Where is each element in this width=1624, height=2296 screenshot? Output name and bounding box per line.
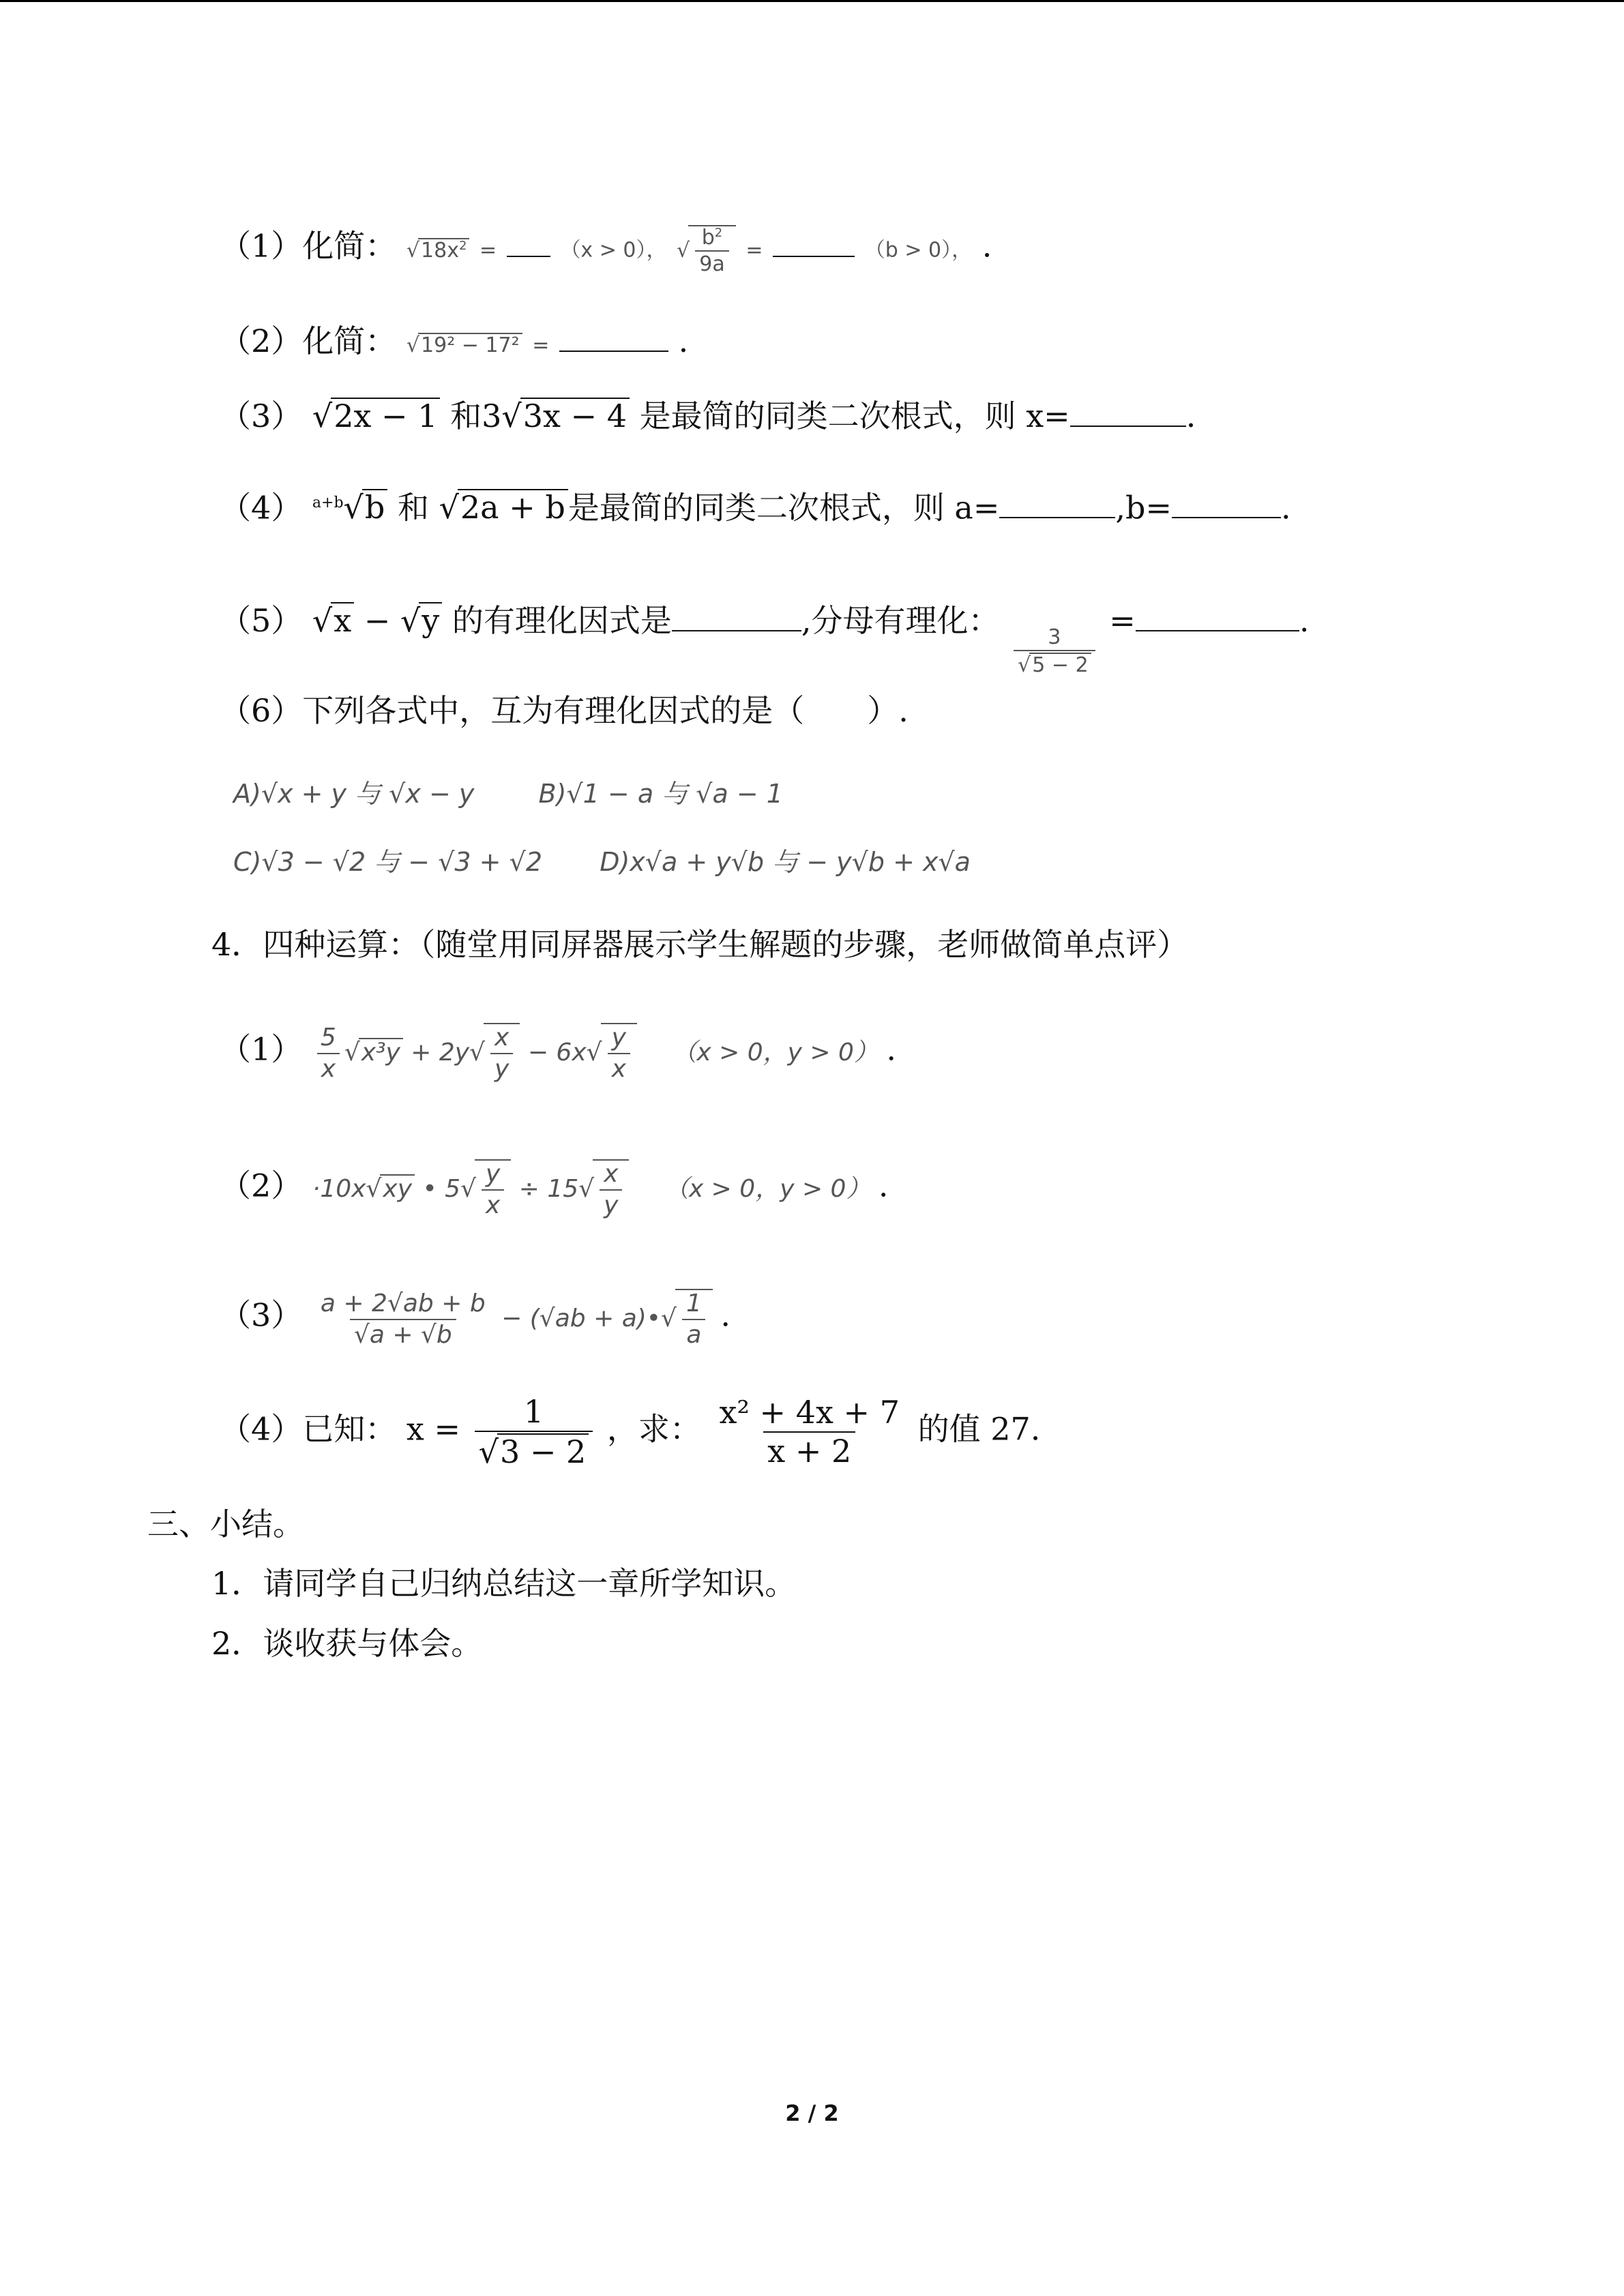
problem-4-4 <box>220 1395 1040 1469</box>
p4-ask: ，求： <box>606 1410 701 1448</box>
q5-text2: ,分母有理化： <box>801 602 1000 639</box>
q1-eq1: = <box>479 238 497 263</box>
q2-label: （2）化简： <box>220 323 397 359</box>
q1-cond1: （x > 0）， <box>560 238 667 263</box>
q3-end: . <box>1185 398 1196 434</box>
q2-eq: = <box>532 333 550 357</box>
q3-text: 是最简的同类二次根式，则 x= <box>639 398 1070 434</box>
q5-text: 的有理化因式是 <box>452 602 672 639</box>
summary-item-1-text: 1．请同学自己归纳总结这一章所学知识。 <box>211 1565 797 1602</box>
q3-label: （3） <box>220 398 303 434</box>
question-2 <box>220 320 688 366</box>
q4-root2: √2a + b <box>439 489 568 526</box>
p3-label: （3） <box>220 1296 303 1334</box>
p1-expr: $\frac{5}{x}$ √x³y + 2y√ $\frac{x}{y}$ − 6x√ $\frac{y}{x}$ （x > 0，y > 0） <box>312 1039 886 1067</box>
q2-end: . <box>678 323 689 359</box>
q5-label: （5） <box>220 602 303 639</box>
q1-cond2: （b > 0）， <box>864 238 973 263</box>
q5-end: . <box>1299 602 1310 639</box>
p1-label: （1） <box>220 1030 303 1068</box>
q5-blank1[interactable] <box>672 630 801 631</box>
option-c[interactable]: C)√3 − √2 与 − √3 + √2 <box>233 847 542 877</box>
summary-heading <box>147 1504 304 1545</box>
q2-expr: √19² − 17² <box>407 333 522 357</box>
part4-heading <box>211 924 1188 965</box>
p4-x-fraction: $\frac{1}{√3 - 2}$ <box>475 1395 593 1469</box>
option-b[interactable]: B)√1 − a 与 √a − 1 <box>538 779 783 809</box>
part4-heading-text: 4．四种运算：（随堂用同屏器展示学生解题的步骤，老师做简单点评） <box>211 926 1189 963</box>
q3-root1: √2x − 1 <box>312 398 441 434</box>
summary-heading-text: 三、小结。 <box>147 1506 304 1542</box>
q1-end: . <box>981 227 992 265</box>
q4-and: 和 <box>397 489 429 526</box>
q5-eq: = <box>1109 602 1136 639</box>
q5-fraction: $\frac{3}{√5 - 2}$ <box>1014 626 1095 676</box>
p1-end: . <box>886 1030 896 1068</box>
p2-expr: ·10x√xy • 5√ $\frac{y}{x}$ ÷ 15√ $\frac{x}{y}$ （x > 0，y > 0） <box>312 1160 871 1219</box>
options-row-ab <box>233 773 783 814</box>
p4-expression: $\frac{\text{x² + 4x + 7}}{x + 2}$ <box>719 1394 900 1470</box>
problem-4-1 <box>220 1023 896 1082</box>
summary-item-2-text: 2．谈收获与体会。 <box>211 1625 483 1662</box>
q5-blank2[interactable] <box>1136 630 1299 631</box>
q3-coef: 3 <box>482 398 502 434</box>
q4-end: . <box>1281 489 1291 526</box>
q1-expr2: √ $\frac{b^2}{9a}$ <box>677 239 736 263</box>
q4-root1: √b <box>344 489 388 526</box>
p3-expr: $\frac{a + 2√ab + b}{√a + √b}$ − (√ab + a)•√ $\frac{1}{a}$ <box>312 1304 720 1332</box>
p2-label: （2） <box>220 1167 303 1204</box>
summary-item-1 <box>211 1563 796 1604</box>
q1-expr1: $√18x^2$ <box>407 239 470 263</box>
question-3 <box>220 396 1196 436</box>
q5-root1: √x <box>312 602 354 639</box>
q1-blank1[interactable] <box>507 256 550 257</box>
q4-index: a+b <box>312 494 344 511</box>
q1-eq2: = <box>745 238 763 263</box>
q1-label: （1）化简： <box>220 227 397 265</box>
p4-x: x = <box>406 1410 461 1448</box>
top-border <box>0 0 1624 2</box>
p4-label: （4）已知： <box>220 1410 397 1448</box>
question-6 <box>220 690 909 731</box>
question-1 <box>220 225 992 275</box>
q3-root2: √3x − 4 <box>501 398 630 434</box>
q1-blank2[interactable] <box>773 256 855 257</box>
p4-tail: 的值 27. <box>917 1410 1041 1448</box>
question-4 <box>220 483 1291 528</box>
q4-label: （4） <box>220 489 303 526</box>
problem-4-2 <box>220 1159 889 1219</box>
question-5 <box>220 600 1309 676</box>
q4-blank-a[interactable] <box>999 517 1115 518</box>
q6-label: （6）下列各式中，互为有理化因式的是（ ）. <box>220 692 909 729</box>
q5-root2: √y <box>400 602 442 639</box>
q4-text: 是最简的同类二次根式，则 a= <box>567 489 1000 526</box>
q3-and: 和 <box>450 398 482 434</box>
option-a[interactable]: A)√x + y 与 √x − y <box>233 779 475 809</box>
problem-4-3 <box>220 1289 730 1348</box>
q5-minus: − <box>364 602 391 639</box>
q2-blank[interactable] <box>559 351 668 352</box>
q4-blank-b[interactable] <box>1172 517 1281 518</box>
option-d[interactable]: D)x√a + y√b 与 − y√b + x√a <box>600 847 971 877</box>
page-number: 2 / 2 <box>785 2100 839 2126</box>
options-row-cd <box>233 841 971 882</box>
summary-item-2 <box>211 1623 482 1664</box>
q4-b-label: ,b= <box>1115 489 1172 526</box>
p3-end: . <box>720 1296 730 1334</box>
q3-blank[interactable] <box>1070 426 1186 427</box>
p2-end: . <box>878 1167 889 1204</box>
